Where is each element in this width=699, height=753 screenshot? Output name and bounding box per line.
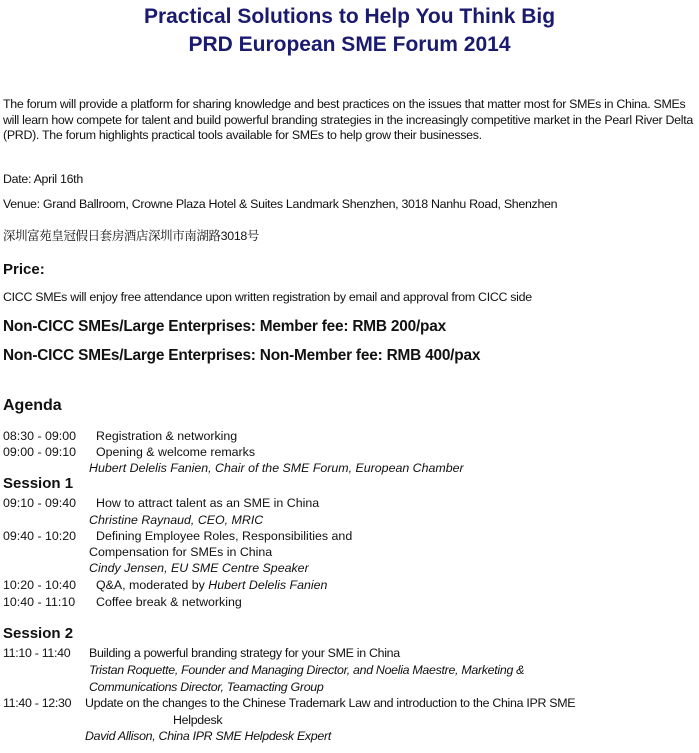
event-venue: Venue: Grand Ballroom, Crowne Plaza Hotel & Suites Landmark Shenzhen, 3018 Nanhu Road, Shenzhen (3, 197, 558, 211)
agenda-speaker-cont: Communications Director, Teamacting Group (89, 680, 324, 694)
agenda-title-cont: Helpdesk (173, 713, 223, 727)
agenda-speaker: Christine Raynaud, CEO, MRIC (89, 513, 264, 527)
agenda-item (3, 695, 575, 711)
event-date: Date: April 16th (3, 172, 83, 186)
page-title-line2: PRD European SME Forum 2014 (188, 33, 511, 56)
agenda-title: Q&A, moderated by (96, 578, 209, 592)
agenda-item (3, 428, 237, 444)
intro-paragraph: The forum will provide a platform for sharing knowledge and best practices on the issues that matter most for SMEs in China. SMEs will learn how compete for talent and build powerful branding strategies in the increasingly competitive market in the Pearl River Delta (PRD). The forum highlights practical tools available for SMEs to help grow their businesses. (3, 97, 693, 143)
agenda-time: 09:40 - 10:20 (3, 529, 77, 543)
agenda-title: Opening & welcome remarks (96, 445, 256, 459)
agenda-title: Update on the changes to the Chinese Trademark Law and introduction to the China IPR SME (85, 696, 576, 710)
agenda-speaker: Hubert Delelis Fanien, Chair of the SME Forum, European Chamber (89, 461, 464, 475)
page-title-line1: Practical Solutions to Help You Think Big (143, 5, 556, 28)
agenda-title: How to attract talent as an SME in China (96, 496, 320, 510)
agenda-heading: Agenda (3, 397, 62, 414)
agenda-item (3, 577, 327, 593)
price-non-member-fee: Non-CICC SMEs/Large Enterprises: Non-Member fee: RMB 400/pax (3, 347, 481, 364)
agenda-time: 08:30 - 09:00 (3, 429, 77, 443)
agenda-time: 09:10 - 09:40 (3, 496, 77, 510)
event-venue-chinese: 深圳富苑皇冠假日套房酒店深圳市南湖路3018号 (3, 229, 260, 243)
agenda-time: 11:10 - 11:40 (3, 646, 71, 660)
agenda-title: Defining Employee Roles, Responsibilities and (96, 529, 353, 543)
session1-heading: Session 1 (3, 475, 74, 492)
agenda-time: 09:00 - 09:10 (3, 445, 77, 459)
agenda-time: 11:40 - 12:30 (3, 696, 72, 710)
price-member-fee: Non-CICC SMEs/Large Enterprises: Member fee: RMB 200/pax (3, 318, 446, 335)
agenda-item (3, 528, 352, 544)
session2-heading: Session 2 (3, 625, 74, 642)
agenda-title: Coffee break & networking (96, 595, 242, 609)
agenda-speaker: Cindy Jensen, EU SME Centre Speaker (89, 561, 309, 575)
agenda-item (3, 495, 319, 511)
agenda-speaker: Hubert Delelis Fanien (208, 578, 328, 592)
price-free-note: CICC SMEs will enjoy free attendance upon written registration by email and approval from CICC side (3, 290, 532, 304)
price-heading: Price: (3, 261, 45, 278)
agenda-title: Building a powerful branding strategy for your SME in China (89, 646, 400, 660)
agenda-speaker: David Allison, China IPR SME Helpdesk Expert (85, 729, 331, 743)
agenda-title: Registration & networking (96, 429, 238, 443)
agenda-item (3, 645, 400, 661)
agenda-item (3, 594, 242, 610)
agenda-time: 10:20 - 10:40 (3, 578, 77, 592)
agenda-item (3, 444, 255, 460)
agenda-time: 10:40 - 11:10 (3, 595, 76, 609)
agenda-title-cont: Compensation for SMEs in China (89, 545, 273, 559)
agenda-speaker: Tristan Roquette, Founder and Managing Director, and Noelia Maestre, Marketing & (89, 663, 525, 677)
